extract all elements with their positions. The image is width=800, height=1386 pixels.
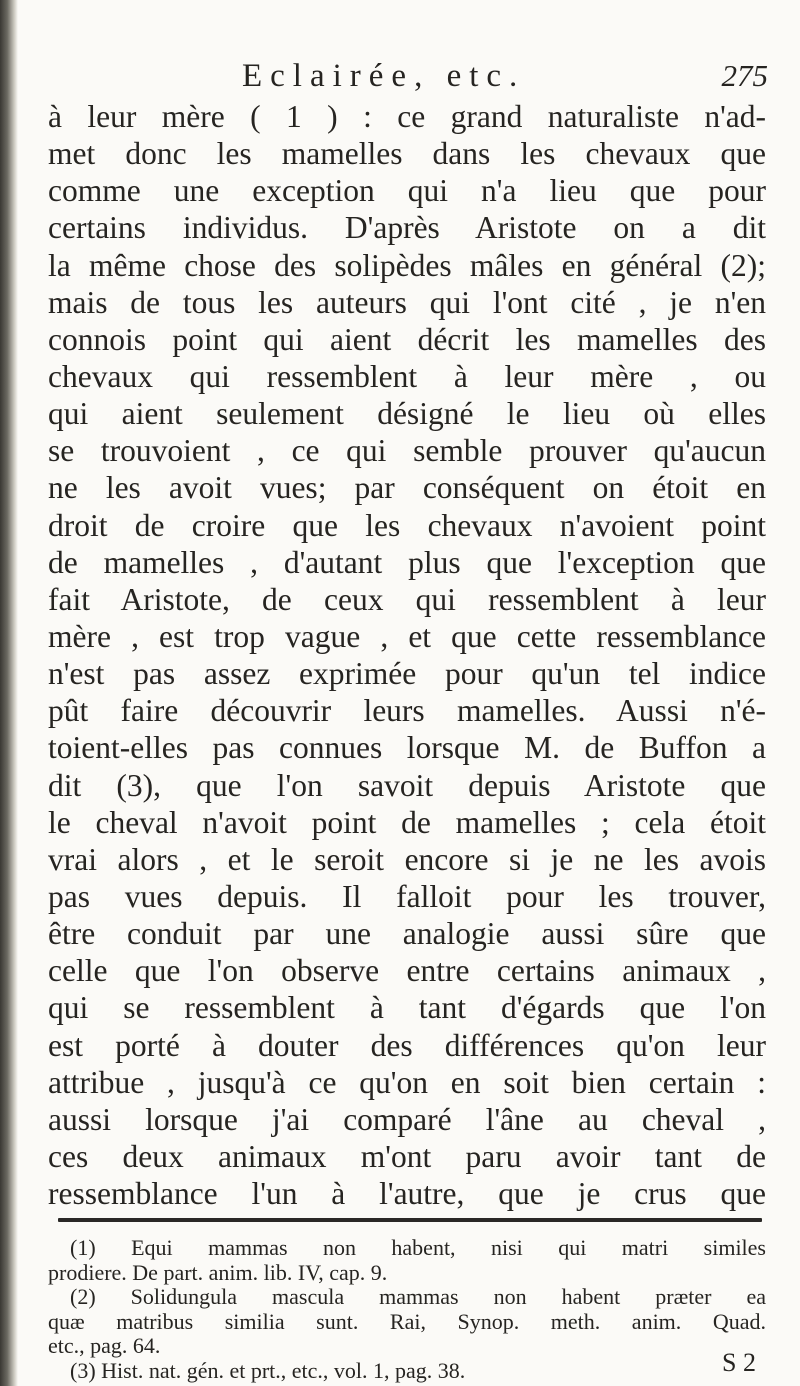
book-page: [48, 0, 768, 1386]
body-line: ne les avoit vues; par conséquent on étoit en: [48, 470, 766, 506]
book-binding-edge: [0, 0, 18, 1386]
body-text: [48, 98, 766, 1212]
body-line: se trouvoient , ce qui semble prouver qu'aucun: [48, 433, 766, 469]
footnote-line: (3) Hist. nat. gén. et prt., etc., vol. 1, pag. 38.: [70, 1357, 466, 1383]
footnote-line: quæ matribus similia sunt. Rai, Synop. meth. anim. Quad.: [48, 1308, 766, 1334]
body-line: le cheval n'avoit point de mamelles ; cela étoit: [48, 804, 766, 840]
body-line: vrai alors , et le seroit encore si je ne les avois: [48, 841, 766, 877]
body-line: la même chose des solipèdes mâles en général (2);: [48, 247, 766, 283]
footnote-line: (2) Solidungula mascula mammas non habent præter ea: [70, 1284, 766, 1309]
body-line: droit de croire que les chevaux n'avoient point: [48, 507, 766, 543]
body-line: fait Aristote, de ceux qui ressemblent à leur: [48, 581, 766, 617]
body-line: est porté à douter des différences qu'on leur: [48, 1027, 766, 1063]
body-line: à leur mère ( 1 ) : ce grand naturaliste n'ad-: [48, 99, 766, 134]
body-line: met donc les mamelles dans les chevaux que: [48, 136, 766, 172]
running-title: Eclairée, etc.: [242, 58, 526, 94]
body-line: dit (3), que l'on savoit depuis Aristote que: [48, 767, 766, 803]
body-line: n'est pas assez exprimée pour qu'un tel indice: [48, 656, 766, 692]
body-line: de mamelles , d'autant plus que l'exception que: [48, 544, 766, 580]
body-line: qui se ressemblent à tant d'égards que l'on: [48, 990, 766, 1026]
body-line: certains individus. D'après Aristote on a dit: [48, 210, 766, 246]
body-line: connois point qui aient décrit les mamelles des: [48, 321, 766, 357]
body-line: toient-elles pas connues lorsque M. de Buffon a: [48, 730, 766, 766]
body-line: mais de tous les auteurs qui l'ont cité , je n'en: [48, 284, 766, 320]
footnote-rule: [58, 1218, 762, 1222]
body-line: comme une exception qui n'a lieu que pour: [48, 173, 766, 209]
signature-mark: S 2: [722, 1348, 756, 1377]
body-line: pas vues depuis. Il falloit pour les trouver,: [48, 878, 766, 914]
body-line: pût faire découvrir leurs mamelles. Aussi n'é-: [48, 693, 766, 729]
footnote-line: etc., pag. 64.: [48, 1333, 161, 1358]
footnote-line: (1) Equi mammas non habent, nisi qui matri similes: [70, 1235, 766, 1260]
running-head: [48, 56, 768, 96]
body-line: attribue , jusqu'à ce qu'on en soit bien certain :: [48, 1064, 766, 1100]
body-line: chevaux qui ressemblent à leur mère , ou: [48, 358, 766, 394]
body-line: mère , est trop vague , et que cette ressemblance: [48, 618, 766, 654]
body-line: qui aient seulement désigné le lieu où elles: [48, 396, 766, 432]
body-line: être conduit par une analogie aussi sûre que: [48, 916, 766, 952]
body-line: aussi lorsque j'ai comparé l'âne au cheval ,: [48, 1101, 766, 1137]
body-line: ces deux animaux m'ont paru avoir tant de: [48, 1138, 766, 1174]
body-line: ressemblance l'un à l'autre, que je crus que: [48, 1176, 766, 1212]
footnotes: [48, 1236, 766, 1383]
page-number: 275: [721, 58, 768, 93]
body-line: celle que l'on observe entre certains animaux ,: [48, 953, 766, 989]
footnote-line: prodiere. De part. anim. lib. IV, cap. 9.: [48, 1259, 388, 1285]
